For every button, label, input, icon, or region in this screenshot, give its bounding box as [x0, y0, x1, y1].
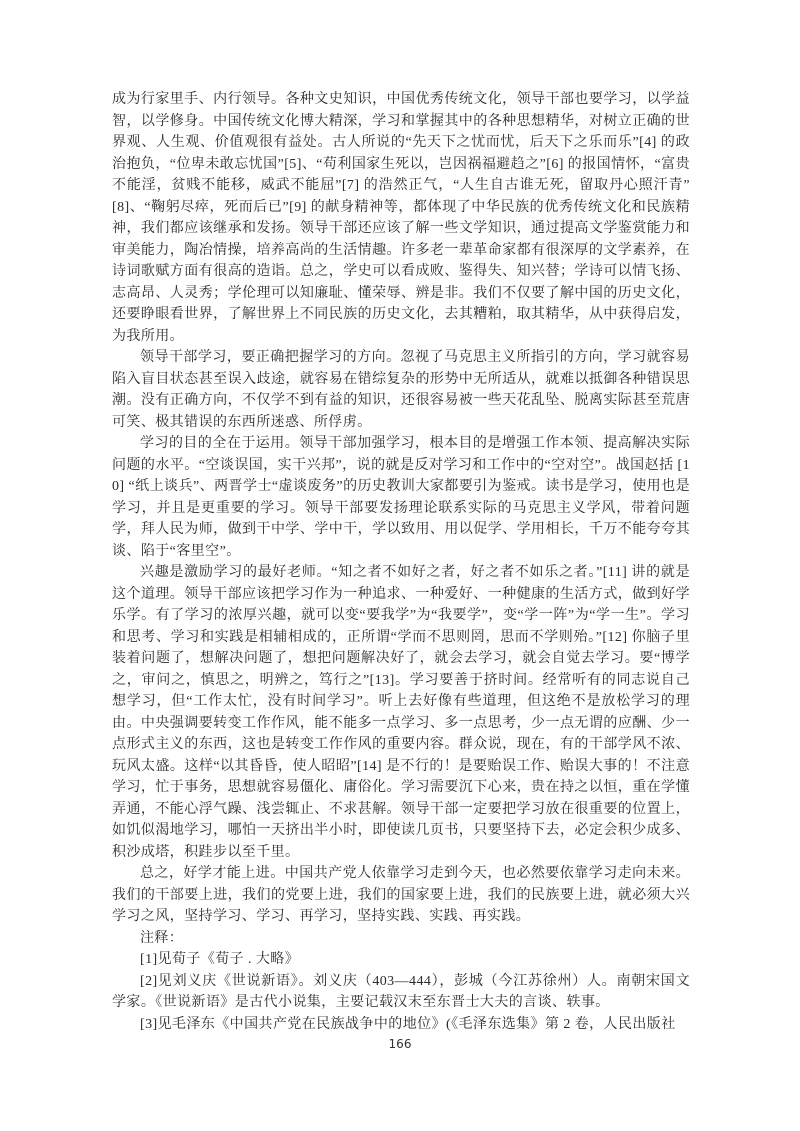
body-paragraph: 成为行家里手、内行领导。各种文史知识，中国优秀传统文化，领导干部也要学习，以学益智，以学修身。中国传统文化博大精深，学习和掌握其中的各种思想精华，对树立正确的世界观、人生观、价值观很有益处。古人所说的“先天下之忧而忧，后天下之乐而乐”[4] 的政治抱负，“位卑未敢忘忧国”[5]、“苟利国家生死以，岂因祸福避趋之”[6] 的报国情怀，“富贵不能淫，贫贱不能移，威武不能屈”[7] 的浩然正气，“人生自古谁无死，留取丹心照汗青”[8]、“鞠躬尽瘁，死而后已”[9] 的献身精神等，都体现了中华民族的优秀传统文化和民族精神，我们都应该继承和发扬。领导干部还应该了解一些文学知识，通过提高文学鉴赏能力和审美能力，陶冶情操，培养高尚的生活情趣。许多老一辈革命家都有很深厚的文学素养，在诗词歌赋方面有很高的造诣。总之，学史可以看成败、鉴得失、知兴替；学诗可以情飞扬、志高昂、人灵秀；学伦理可以知廉耻、懂荣辱、辨是非。我们不仅要了解中国的历史文化，还要睁眼看世界，了解世界上不同民族的历史文化，去其糟粕，取其精华，从中获得启发，为我所用。 — [112, 92, 690, 344]
note-item: [1]见荀子《荀子 . 大略》 — [140, 952, 300, 967]
body-paragraph: 领导干部学习，要正确把握学习的方向。忽视了马克思主义所指引的方向，学习就容易陷入盲目状态甚至误入歧途，就容易在错综复杂的形势中无所适从，就难以抵御各种错误思潮。没有正确方向，不仅学不到有益的知识，还很容易被一些天花乱坠、脱离实际甚至荒唐可笑、极其错误的东西所迷惑、所俘虏。 — [112, 350, 690, 430]
body-paragraph: 总之，好学才能上进。中国共产党人依靠学习走到今天，也必然要依靠学习走向未来。我们的干部要上进，我们的党要上进，我们的国家要上进，我们的民族要上进，就必须大兴学习之风，坚持学习、学习、再学习，坚持实践、实践、再实践。 — [112, 866, 690, 924]
body-paragraph: 学习的目的全在于运用。领导干部加强学习，根本目的是增强工作本领、提高解决实际问题的水平。“空谈误国，实干兴邦”，说的就是反对学习和工作中的“空对空”。战国赵括 [10] “纸上谈兵”、两晋学士“虚谈废务”的历史教训大家都要引为鉴戒。读书是学习，使用也是学习，并且是更重要的学习。领导干部要发扬理论联系实际的马克思主义学风，带着问题学，拜人民为师，做到干中学、学中干，学以致用、用以促学、学用相长，千万不能夸夸其谈、陷于“客里空”。 — [112, 436, 690, 559]
note-item: [2]见刘义庆《世说新语》。刘义庆（403—444），彭城（今江苏徐州）人。南朝宋国文学家。《世说新语》是古代小说集，主要记载汉末至东晋士大夫的言谈、轶事。 — [112, 973, 690, 1010]
note-item: [3]见毛泽东《中国共产党在民族战争中的地位》(《毛泽东选集》第 2 卷，人民出版社 — [140, 1016, 676, 1032]
notes-heading: 注释： — [140, 930, 184, 946]
page-text-block — [112, 89, 690, 1035]
page-number: 166 — [388, 1037, 412, 1051]
body-paragraph: 兴趣是激励学习的最好老师。“知之者不如好之者，好之者不如乐之者。”[11] 讲的就是这个道理。领导干部应该把学习作为一种追求、一种爱好、一种健康的生活方式，做到好学乐学。有了学习的浓厚兴趣，就可以变“要我学”为“我要学”，变“学一阵”为“学一生”。学习和思考、学习和实践是相辅相成的，正所谓“学而不思则罔，思而不学则殆。”[12] 你脑子里装着问题了，想解决问题了，想把问题解决好了，就会去学习，就会自觉去学习。要“博学之，审问之，慎思之，明辨之，笃行之”[13]。学习要善于挤时间。经常听有的同志说自己想学习，但“工作太忙，没有时间学习”。听上去好像有些道理，但这绝不是放松学习的理由。中央强调要转变工作作风，能不能多一点学习、多一点思考，少一点无谓的应酬、少一点形式主义的东西，这也是转变工作作风的重要内容。群众说，现在，有的干部学风不浓、玩风太盛。这样“以其昏昏，使人昭昭”[14] 是不行的！是要贻误工作、贻误大事的！不注意学习，忙于事务，思想就容易僵化、庸俗化。学习需要沉下心来，贵在持之以恒，重在学懂弄通，不能心浮气躁、浅尝辄止、不求甚解。领导干部一定要把学习放在很重要的位置上，如饥似渴地学习，哪怕一天挤出半小时，即使读几页书，只要坚持下去，必定会积少成多、积沙成塔，积跬步以至千里。 — [112, 565, 690, 860]
